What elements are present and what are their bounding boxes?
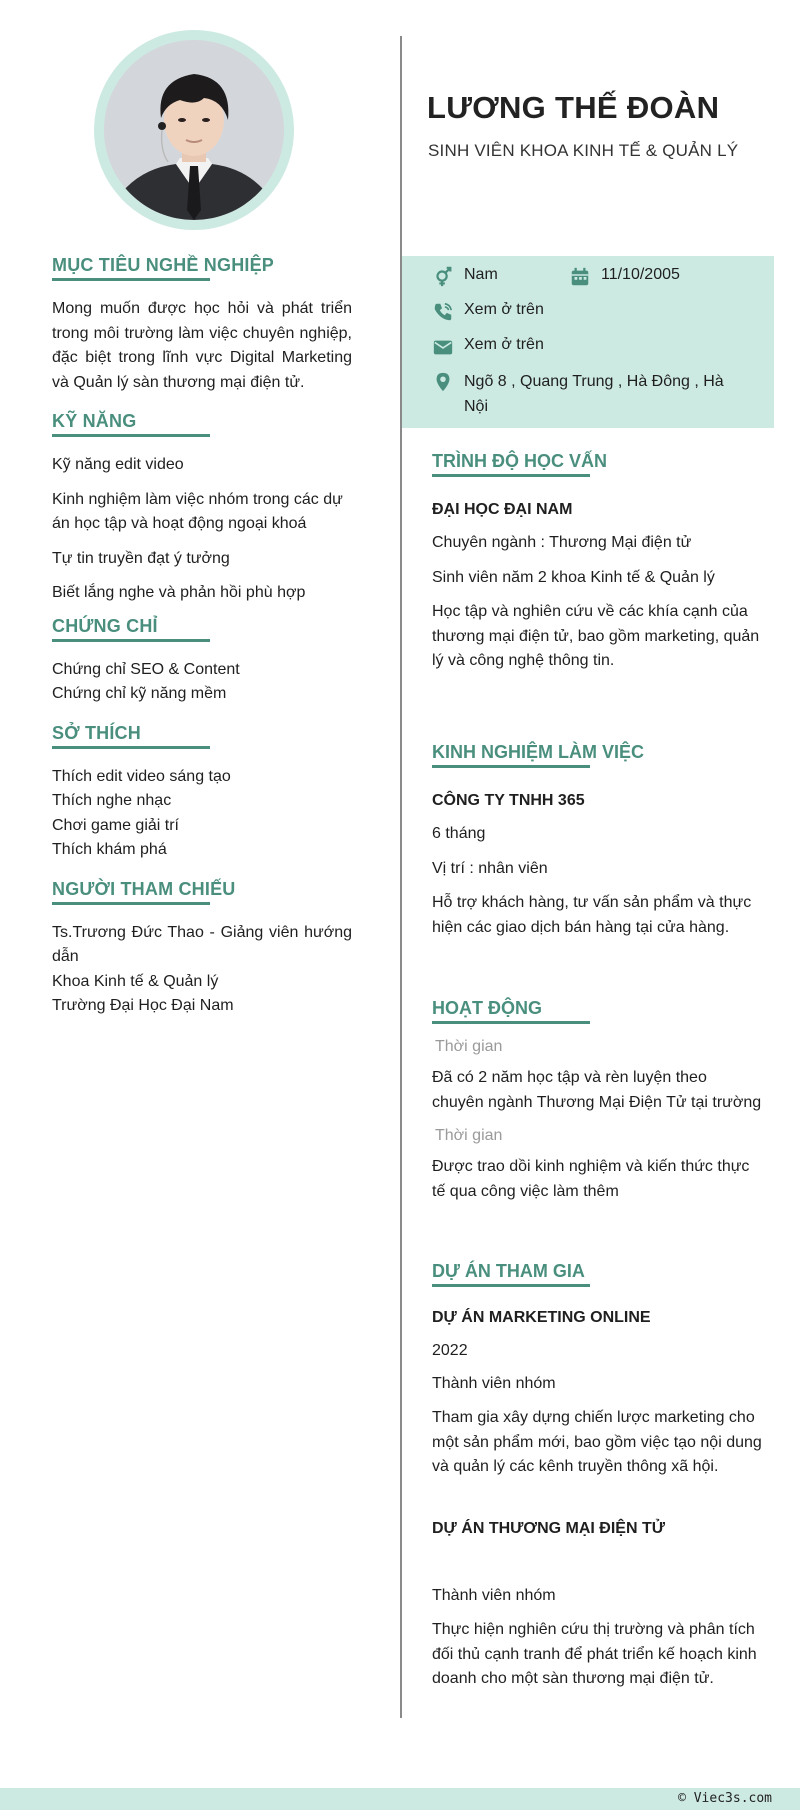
experience-section bbox=[432, 742, 762, 940]
contact-address bbox=[432, 370, 752, 419]
education-major: Chuyên ngành : Thương Mại điện tử bbox=[432, 534, 692, 551]
education-description: Học tập và nghiên cứu về các khía cạnh của thương mại điện tử, bao gồm marketing, quản lý và công nghệ thông tin. bbox=[432, 603, 760, 669]
calendar-icon bbox=[569, 266, 591, 288]
project-year: 2022 bbox=[432, 1342, 468, 1359]
email-value: Xem ở trên bbox=[464, 336, 544, 353]
section-title-skills: KỸ NĂNG bbox=[52, 411, 352, 437]
phone-icon bbox=[432, 301, 454, 323]
avatar bbox=[104, 40, 284, 220]
skill-item: Biết lắng nghe và phản hồi phù hợp bbox=[52, 584, 306, 601]
left-column bbox=[52, 255, 352, 1019]
project-name: DỰ ÁN THƯƠNG MẠI ĐIỆN TỬ bbox=[432, 1519, 666, 1537]
certificate-item: Chứng chỉ SEO & Content bbox=[52, 660, 240, 678]
skill-item: Kỹ năng edit video bbox=[52, 456, 184, 473]
job-title: SINH VIÊN KHOA KINH TẾ & QUẢN LÝ bbox=[428, 141, 739, 160]
company-name: CÔNG TY TNHH 365 bbox=[432, 792, 585, 809]
activity-description: Đã có 2 năm học tập và rèn luyện theo chuyên ngành Thương Mại Điện Tử tại trường bbox=[432, 1069, 762, 1111]
section-title-activities: HOẠT ĐỘNG bbox=[432, 998, 762, 1024]
hobby-item: Thích khám phá bbox=[52, 841, 167, 858]
project-role: Thành viên nhóm bbox=[432, 1374, 556, 1392]
address-value: Ngõ 8 , Quang Trung , Hà Đông , Hà Nội bbox=[464, 373, 724, 415]
footer-credit: © Viec3s.com bbox=[678, 1791, 772, 1806]
project-description: Tham gia xây dựng chiến lược marketing cho một sản phẩm mới, bao gồm việc tạo nội dung và quản lý các kênh truyền thông xã hội. bbox=[432, 1409, 762, 1475]
section-title-references: NGƯỜI THAM CHIẾU bbox=[52, 879, 352, 905]
hobbies-section bbox=[52, 723, 352, 863]
reference-line: Ts.Trương Đức Thao - Giảng viên hướng dẫn bbox=[52, 923, 352, 965]
skill-item: Kinh nghiệm làm việc nhóm trong các dự án học tập và hoạt động ngoại khoá bbox=[52, 490, 343, 532]
reference-line: Khoa Kinh tế & Quản lý bbox=[52, 972, 219, 990]
location-pin-icon bbox=[432, 371, 454, 393]
education-section bbox=[432, 451, 762, 674]
certificates-section bbox=[52, 616, 352, 707]
skills-section bbox=[52, 411, 352, 606]
contact-email bbox=[432, 336, 544, 358]
activity-time: Thời gian bbox=[435, 1127, 503, 1144]
activities-section bbox=[432, 998, 762, 1204]
experience-description: Hỗ trợ khách hàng, tư vấn sản phẩm và thực hiện các giao dịch bán hàng tại cửa hàng. bbox=[432, 894, 752, 936]
skill-item: Tự tin truyền đạt ý tưởng bbox=[52, 549, 230, 567]
section-title-certificates: CHỨNG CHỈ bbox=[52, 616, 352, 642]
gender-value: Nam bbox=[464, 266, 498, 283]
section-title-experience: KINH NGHIỆM LÀM VIỆC bbox=[432, 742, 762, 768]
experience-position: Vị trí : nhân viên bbox=[432, 859, 548, 877]
candidate-name: LƯƠNG THẾ ĐOÀN bbox=[427, 90, 720, 125]
section-title-hobbies: SỞ THÍCH bbox=[52, 723, 352, 749]
avatar-frame bbox=[94, 30, 294, 230]
hobby-item: Chơi game giải trí bbox=[52, 816, 179, 834]
contact-gender bbox=[432, 266, 498, 288]
project-year bbox=[432, 1550, 762, 1574]
contact-birthday bbox=[569, 266, 680, 288]
certificate-item: Chứng chỉ kỹ năng mềm bbox=[52, 685, 227, 702]
activity-description: Được trao dồi kinh nghiệm và kiến thức thực tế qua công việc làm thêm bbox=[432, 1158, 750, 1200]
project-name: DỰ ÁN MARKETING ONLINE bbox=[432, 1309, 651, 1326]
section-title-objective: MỤC TIÊU NGHỀ NGHIỆP bbox=[52, 255, 352, 281]
hobby-item: Thích edit video sáng tạo bbox=[52, 767, 231, 785]
gender-icon bbox=[432, 266, 454, 288]
project-role: Thành viên nhóm bbox=[432, 1586, 556, 1604]
references-section bbox=[52, 879, 352, 1019]
projects-section bbox=[432, 1261, 762, 1692]
birthday-value: 11/10/2005 bbox=[601, 266, 680, 283]
experience-duration: 6 tháng bbox=[432, 825, 486, 842]
hobby-item: Thích nghe nhạc bbox=[52, 792, 172, 809]
school-name: ĐẠI HỌC ĐẠI NAM bbox=[432, 501, 573, 518]
reference-line: Trường Đại Học Đại Nam bbox=[52, 997, 234, 1014]
contact-phone bbox=[432, 301, 544, 323]
activity-time: Thời gian bbox=[435, 1038, 503, 1055]
objective-section bbox=[52, 255, 352, 395]
email-icon bbox=[432, 336, 454, 358]
section-title-projects: DỰ ÁN THAM GIA bbox=[432, 1261, 762, 1287]
footer-bar bbox=[0, 1788, 800, 1810]
education-year: Sinh viên năm 2 khoa Kinh tế & Quản lý bbox=[432, 568, 715, 586]
section-title-education: TRÌNH ĐỘ HỌC VẤN bbox=[432, 451, 762, 477]
objective-text: Mong muốn được học hỏi và phát triển trong môi trường làm việc chuyên nghiệp, đặc biệt trong lĩnh vực Digital Marketing và Quản lý sàn thương mại điện tử. bbox=[52, 300, 352, 391]
phone-value: Xem ở trên bbox=[464, 301, 544, 318]
project-description: Thực hiện nghiên cứu thị trường và phân tích đối thủ cạnh tranh để phát triển kế hoạch kinh doanh cho một sàn thương mại điện tử. bbox=[432, 1621, 757, 1687]
contact-panel bbox=[402, 256, 774, 428]
